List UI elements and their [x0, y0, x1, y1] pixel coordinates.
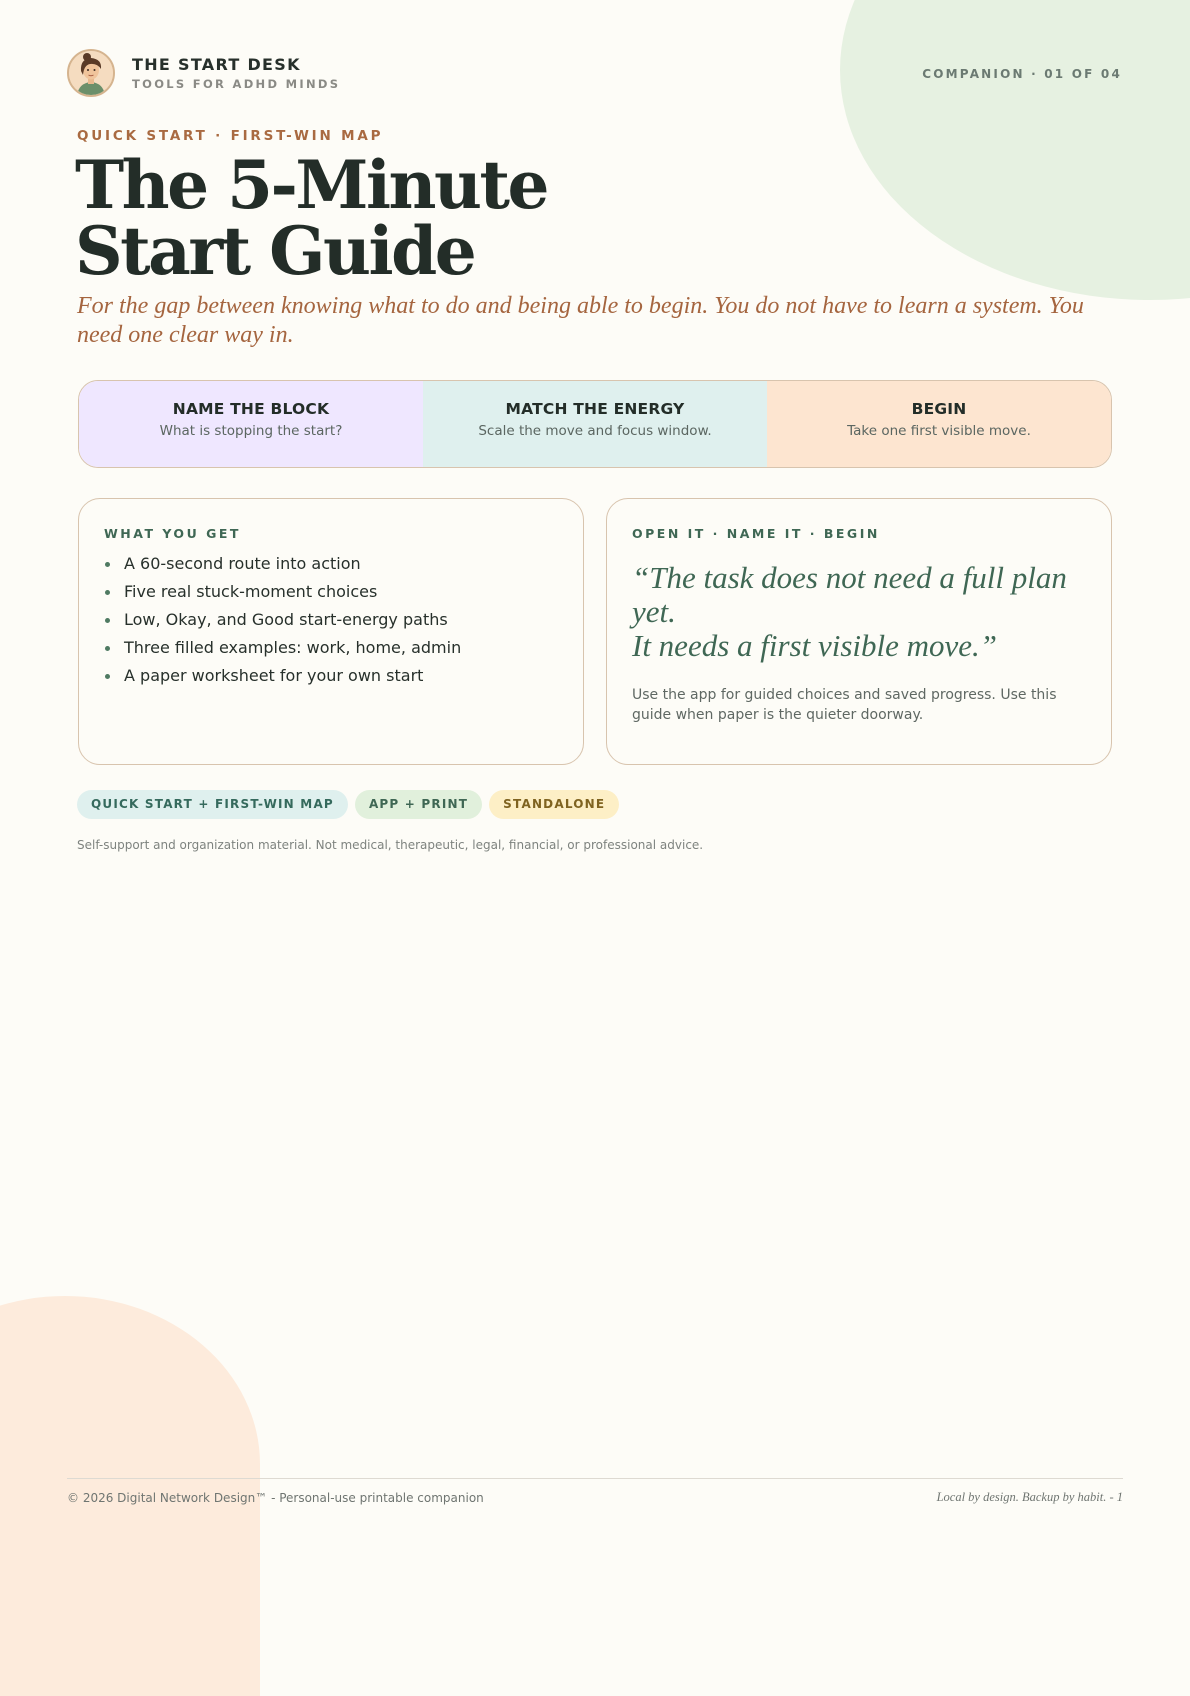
- tag-row: [77, 790, 619, 819]
- eyebrow-label: QUICK START · FIRST-WIN MAP: [77, 128, 384, 144]
- brand-name: THE START DESK: [132, 55, 301, 74]
- footer-divider: [67, 1478, 1123, 1479]
- what-you-get-card: [78, 498, 584, 765]
- step-match-the-energy: [423, 381, 767, 467]
- list-item: A 60-second route into action: [104, 550, 461, 578]
- footer-copyright: © 2026 Digital Network Design™ - Personal-use printable companion: [67, 1491, 484, 1505]
- card-label: WHAT YOU GET: [104, 526, 241, 541]
- disclaimer: Self-support and organization material. Not medical, therapeutic, legal, financial, or professional advice.: [77, 838, 704, 852]
- steps-bar: [78, 380, 1112, 468]
- benefits-list: [104, 550, 461, 690]
- card-note: Use the app for guided choices and saved progress. Use this guide when paper is the quieter doorway.: [632, 687, 1057, 723]
- quote-line: “The task does not need a full plan yet.: [632, 560, 1067, 629]
- brand-tagline: TOOLS FOR ADHD MINDS: [132, 77, 341, 91]
- step-title: MATCH THE ENERGY: [505, 400, 685, 418]
- footer-motto-page-number: Local by design. Backup by habit. - 1: [936, 1490, 1123, 1504]
- step-subtitle: What is stopping the start?: [159, 423, 343, 439]
- tag-badge: STANDALONE: [489, 790, 619, 819]
- step-title: BEGIN: [911, 400, 967, 418]
- tag-badge: APP + PRINT: [355, 790, 482, 819]
- step-begin: [767, 381, 1111, 467]
- portrait-icon: [69, 51, 113, 95]
- avatar: [67, 49, 115, 97]
- list-item: Low, Okay, and Good start-energy paths: [104, 606, 461, 634]
- step-title: NAME THE BLOCK: [172, 400, 330, 418]
- pull-quote: [632, 561, 1092, 663]
- list-item: Three filled examples: work, home, admin: [104, 634, 461, 662]
- step-subtitle: Take one first visible move.: [847, 423, 1031, 439]
- lead-paragraph: For the gap between knowing what to do and being able to begin. You do not have to learn a system. You need one clear way in.: [77, 293, 1084, 348]
- title-line: The 5-Minute: [75, 146, 547, 224]
- list-item: A paper worksheet for your own start: [104, 662, 461, 690]
- title-line: Start Guide: [75, 212, 475, 290]
- card-label: OPEN IT · NAME IT · BEGIN: [632, 526, 880, 541]
- step-subtitle: Scale the move and focus window.: [478, 423, 712, 439]
- step-name-the-block: [79, 381, 423, 467]
- companion-page-indicator: COMPANION · 01 OF 04: [922, 67, 1122, 81]
- page-title: [75, 146, 547, 290]
- quote-line: It needs a first visible move.”: [632, 628, 998, 663]
- quote-card: [606, 498, 1112, 765]
- list-item: Five real stuck-moment choices: [104, 578, 461, 606]
- tag-badge: QUICK START + FIRST-WIN MAP: [77, 790, 348, 819]
